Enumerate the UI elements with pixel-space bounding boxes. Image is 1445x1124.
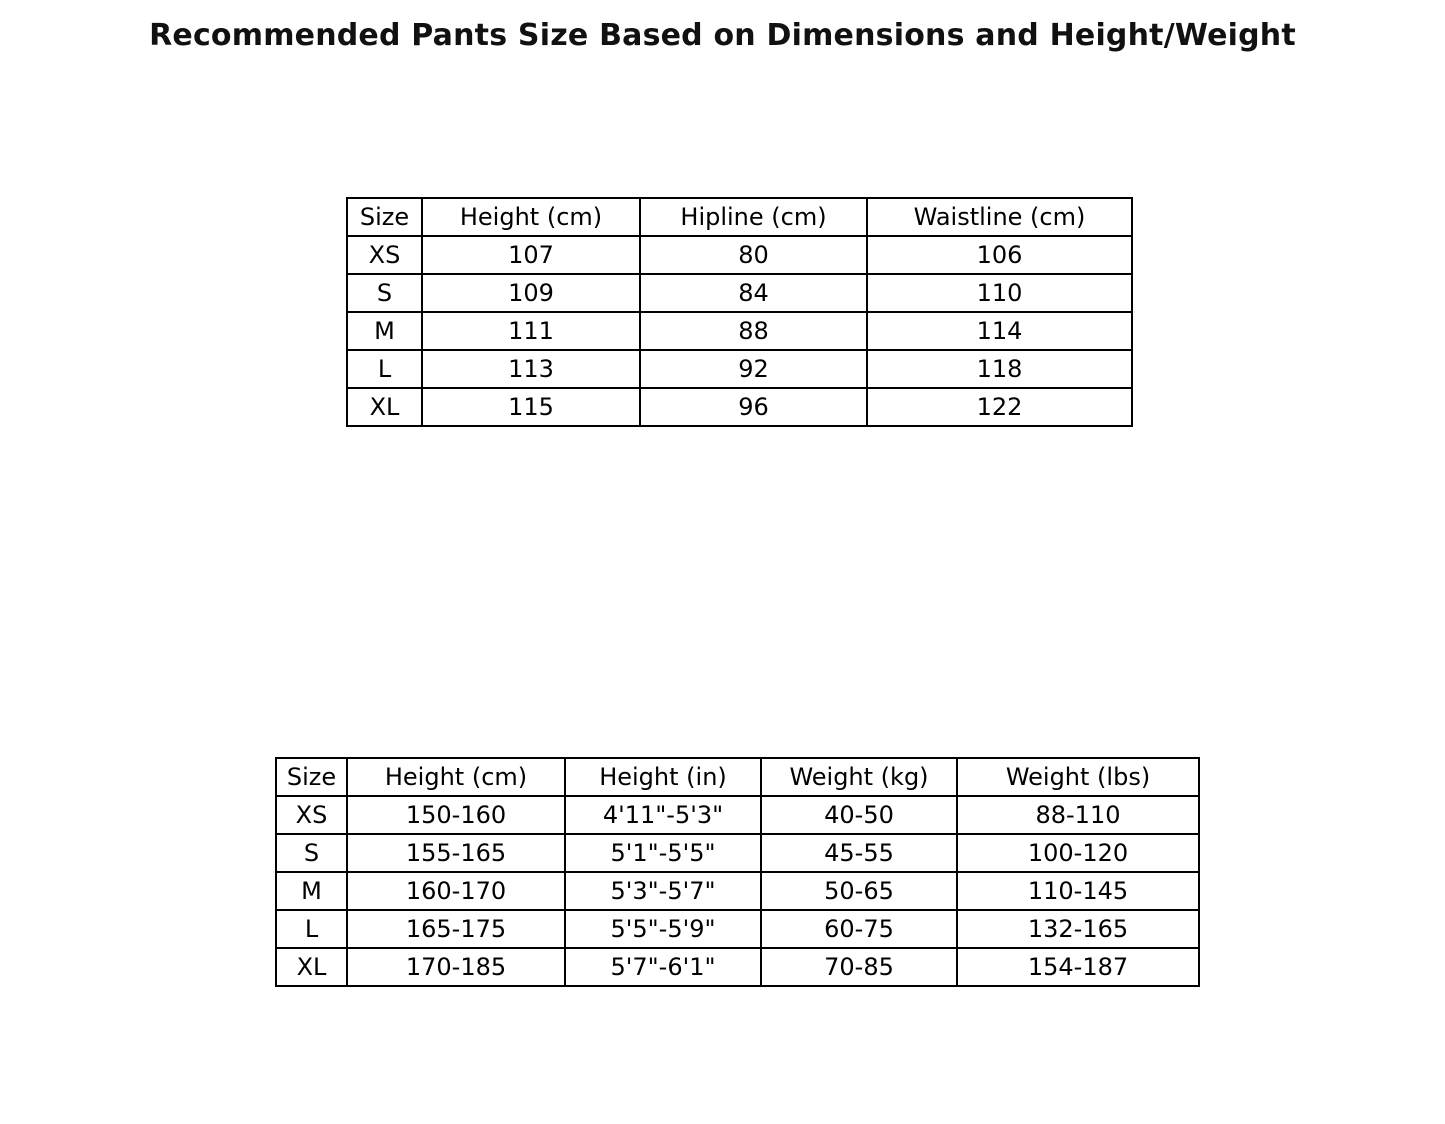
- column-header-size: Size: [276, 758, 347, 796]
- cell-waistline-cm: 114: [867, 312, 1132, 350]
- cell-waistline-cm: 122: [867, 388, 1132, 426]
- cell-weight-kg: 70-85: [761, 948, 957, 986]
- table-header-row: [347, 198, 1132, 236]
- column-header-size: Size: [347, 198, 422, 236]
- dimensions-table-container: [346, 197, 1133, 427]
- column-header-waistline-cm: Waistline (cm): [867, 198, 1132, 236]
- table-row: [276, 872, 1199, 910]
- cell-height-cm: 155-165: [347, 834, 565, 872]
- column-header-hipline-cm: Hipline (cm): [640, 198, 867, 236]
- cell-height-cm: 115: [422, 388, 640, 426]
- table-row: [347, 274, 1132, 312]
- height-weight-table: [275, 757, 1200, 987]
- cell-weight-lbs: 88-110: [957, 796, 1199, 834]
- table-row: [276, 796, 1199, 834]
- cell-weight-lbs: 110-145: [957, 872, 1199, 910]
- cell-height-in: 5'3"-5'7": [565, 872, 761, 910]
- cell-size: M: [276, 872, 347, 910]
- table-row: [347, 388, 1132, 426]
- dimensions-table: [346, 197, 1133, 427]
- column-header-height-cm: Height (cm): [347, 758, 565, 796]
- cell-height-in: 4'11"-5'3": [565, 796, 761, 834]
- cell-height-cm: 111: [422, 312, 640, 350]
- column-header-height-in: Height (in): [565, 758, 761, 796]
- column-header-weight-lbs: Weight (lbs): [957, 758, 1199, 796]
- page-title: Recommended Pants Size Based on Dimensions and Height/Weight: [149, 18, 1296, 53]
- cell-height-cm: 107: [422, 236, 640, 274]
- cell-size: L: [347, 350, 422, 388]
- column-header-height-cm: Height (cm): [422, 198, 640, 236]
- cell-waistline-cm: 118: [867, 350, 1132, 388]
- cell-height-cm: 113: [422, 350, 640, 388]
- height-weight-table-container: [275, 757, 1200, 987]
- cell-weight-lbs: 100-120: [957, 834, 1199, 872]
- cell-height-in: 5'7"-6'1": [565, 948, 761, 986]
- cell-weight-lbs: 154-187: [957, 948, 1199, 986]
- cell-weight-kg: 40-50: [761, 796, 957, 834]
- table-row: [347, 350, 1132, 388]
- cell-hipline-cm: 84: [640, 274, 867, 312]
- cell-height-in: 5'1"-5'5": [565, 834, 761, 872]
- cell-size: XS: [276, 796, 347, 834]
- cell-waistline-cm: 110: [867, 274, 1132, 312]
- cell-waistline-cm: 106: [867, 236, 1132, 274]
- cell-height-cm: 165-175: [347, 910, 565, 948]
- cell-height-cm: 150-160: [347, 796, 565, 834]
- table-row: [347, 312, 1132, 350]
- cell-height-cm: 160-170: [347, 872, 565, 910]
- cell-hipline-cm: 80: [640, 236, 867, 274]
- table-row: [347, 236, 1132, 274]
- cell-hipline-cm: 92: [640, 350, 867, 388]
- table-row: [276, 834, 1199, 872]
- column-header-weight-kg: Weight (kg): [761, 758, 957, 796]
- cell-size: L: [276, 910, 347, 948]
- cell-height-cm: 109: [422, 274, 640, 312]
- table-row: [276, 910, 1199, 948]
- cell-height-in: 5'5"-5'9": [565, 910, 761, 948]
- cell-height-cm: 170-185: [347, 948, 565, 986]
- cell-size: S: [347, 274, 422, 312]
- cell-size: XL: [276, 948, 347, 986]
- cell-hipline-cm: 96: [640, 388, 867, 426]
- cell-hipline-cm: 88: [640, 312, 867, 350]
- cell-size: XL: [347, 388, 422, 426]
- cell-weight-kg: 50-65: [761, 872, 957, 910]
- cell-size: XS: [347, 236, 422, 274]
- table-header-row: [276, 758, 1199, 796]
- cell-weight-lbs: 132-165: [957, 910, 1199, 948]
- cell-size: S: [276, 834, 347, 872]
- cell-size: M: [347, 312, 422, 350]
- cell-weight-kg: 45-55: [761, 834, 957, 872]
- table-row: [276, 948, 1199, 986]
- cell-weight-kg: 60-75: [761, 910, 957, 948]
